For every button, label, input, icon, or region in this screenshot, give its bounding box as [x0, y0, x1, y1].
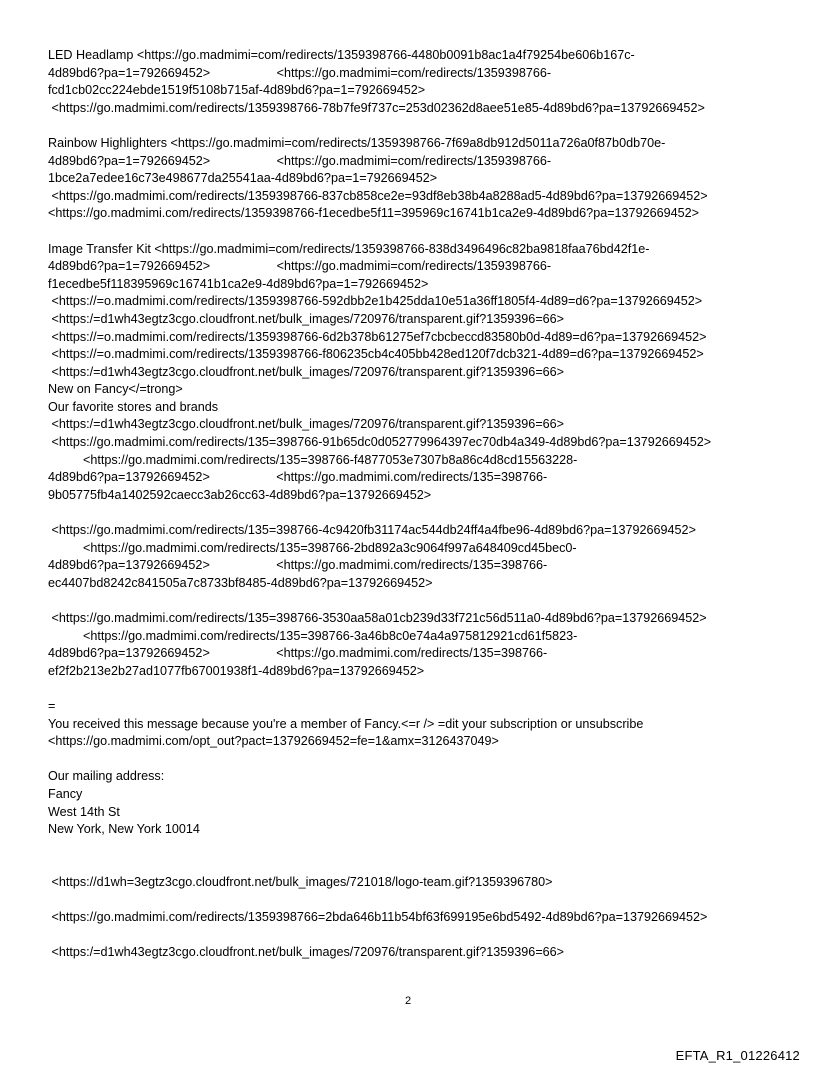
blank-line — [48, 592, 800, 610]
email-body-text — [48, 47, 800, 962]
text-line: <https://go.madmimi.com/redirects/1359398766-f1ecedbe5f11=395969c16741b1ca2e9-4d89bd6?pa=13792669452> — [48, 206, 699, 221]
text-line: <https://go.madmimi.com/redirects/1359398766-78b7fe9f737c=253d02362d8aee51e85-4d89bd6?pa=13792669452> — [48, 100, 705, 115]
text-line: <https://go.madmimi.com/redirects/135=398766-3a46b8c0e74a4a975812921cd61f5823- — [48, 628, 578, 643]
text-line: <https://go.madmimi.com/redirects/135=398766-f4877053e7307b8a86c4d8cd15563228- — [48, 452, 578, 467]
text-line: = — [48, 698, 56, 713]
text-line: <https://=o.madmimi.com/redirects/1359398766-f806235cb4c405bb428ed120f7dcb321-4d89=d6?pa=13792669452> — [48, 347, 704, 362]
text-line: 4d89bd6?pa=13792669452> <https://go.madmimi.com/redirects/135=398766- — [48, 558, 548, 573]
blank-line — [48, 504, 800, 522]
text-line: <https:/=d1wh43egtz3cgo.cloudfront.net/bulk_images/720976/transparent.gif?1359396=66> — [48, 311, 565, 326]
text-line: ec4407bd8242c841505a7c8733bf8485-4d89bd6?pa=13792669452> — [48, 575, 433, 590]
text-line: New on Fancy</=trong> — [48, 382, 183, 397]
page-number: 2 — [404, 995, 412, 1007]
text-line: f1ecedbe5f118395969c16741b1ca2e9-4d89bd6?pa=1=792669452> — [48, 276, 429, 291]
text-line: <https:/=d1wh43egtz3cgo.cloudfront.net/bulk_images/720976/transparent.gif?1359396=66> — [48, 364, 565, 379]
text-line: <https://d1wh=3egtz3cgo.cloudfront.net/bulk_images/721018/logo-team.gif?1359396780> — [48, 874, 553, 889]
text-line: <https:/=d1wh43egtz3cgo.cloudfront.net/bulk_images/720976/transparent.gif?1359396=66> — [48, 417, 565, 432]
text-line: You received this message because you're a member of Fancy.<=r /> =dit your subscription or unsubscribe — [48, 716, 644, 731]
text-line: <https://go.madmimi.com/opt_out?pact=13792669452=fe=1&amx=3126437049> — [48, 734, 499, 749]
text-line: 4d89bd6?pa=13792669452> <https://go.madmimi.com/redirects/135=398766- — [48, 646, 548, 661]
text-line: 1bce2a7edee16c73e498677da25541aa-4d89bd6?pa=1=792669452> — [48, 171, 438, 186]
text-line: <https:/=d1wh43egtz3cgo.cloudfront.net/bulk_images/720976/transparent.gif?1359396=66> — [48, 945, 565, 960]
blank-line — [48, 751, 800, 769]
blank-line — [48, 927, 800, 945]
text-line: <https://go.madmimi.com/redirects/135=398766-2bd892a3c9064f997a648409cd45bec0- — [48, 540, 577, 555]
text-line: <https://go.madmimi.com/redirects/135=398766-3530aa58a01cb239d33f721c56d511a0-4d89bd6?pa=13792669452> — [48, 611, 707, 625]
text-line: Rainbow Highlighters <https://go.madmimi=com/redirects/1359398766-7f69a8db912d5011a726a0f87b0db70e- — [48, 135, 666, 150]
text-line: New York, New York 10014 — [48, 822, 200, 837]
text-line: <https://go.madmimi.com/redirects/1359398766=2bda646b11b54bf63f699195e6bd5492-4d89bd6?pa=13792669452> — [48, 910, 708, 925]
text-line: LED Headlamp <https://go.madmimi=com/redirects/1359398766-4480b0091b8ac1a4f79254be606b167c- — [48, 48, 635, 62]
text-line: ef2f2b213e2b27ad1077fb67001938f1-4d89bd6?pa=13792669452> — [48, 663, 425, 678]
blank-line — [48, 839, 800, 857]
text-line: <https://go.madmimi.com/redirects/135=398766-4c9420fb31174ac544db24ff4a4fbe96-4d89bd6?pa=13792669452> — [48, 523, 696, 538]
text-line: 4d89bd6?pa=1=792669452> <https://go.madmimi=com/redirects/1359398766- — [48, 259, 552, 274]
text-line: <https://=o.madmimi.com/redirects/1359398766-6d2b378b61275ef7cbcbeccd83580b0d-4d89=d6?pa=13792669452> — [48, 329, 707, 344]
text-line: fcd1cb02cc224ebde1519f5108b715af-4d89bd6?pa=1=792669452> — [48, 83, 426, 98]
text-line: Our favorite stores and brands — [48, 399, 219, 414]
blank-line — [48, 856, 800, 874]
blank-line — [48, 117, 800, 135]
text-line: 4d89bd6?pa=1=792669452> <https://go.madmimi=com/redirects/1359398766- — [48, 153, 552, 168]
text-line: 9b05775fb4a1402592caecc3ab26cc63-4d89bd6?pa=13792669452> — [48, 487, 432, 502]
text-line: 4d89bd6?pa=1=792669452> <https://go.madmimi=com/redirects/1359398766- — [48, 65, 552, 80]
text-line: <https://=o.madmimi.com/redirects/1359398766-592dbb2e1b425dda10e51a36ff1805f4-4d89=d6?pa=13792669452> — [48, 294, 703, 309]
text-line: 4d89bd6?pa=13792669452> <https://go.madmimi.com/redirects/135=398766- — [48, 470, 548, 485]
blank-line — [48, 223, 800, 241]
document-id-footer: EFTA_R1_01226412 — [675, 1048, 800, 1063]
text-line: West 14th St — [48, 804, 120, 819]
text-line: Fancy — [48, 786, 83, 801]
text-line: <https://go.madmimi.com/redirects/135=398766-91b65dc0d052779964397ec70db4a349-4d89bd6?pa=13792669452> — [48, 435, 712, 450]
text-line: <https://go.madmimi.com/redirects/1359398766-837cb858ce2e=93df8eb38b4a8288ad5-4d89bd6?pa=13792669452> — [48, 188, 708, 203]
blank-line — [48, 680, 800, 698]
text-line: Image Transfer Kit <https://go.madmimi=com/redirects/1359398766-838d3496496c82ba9818faa76bd42f1e- — [48, 241, 650, 256]
text-line: Our mailing address: — [48, 769, 165, 784]
blank-line — [48, 892, 800, 910]
